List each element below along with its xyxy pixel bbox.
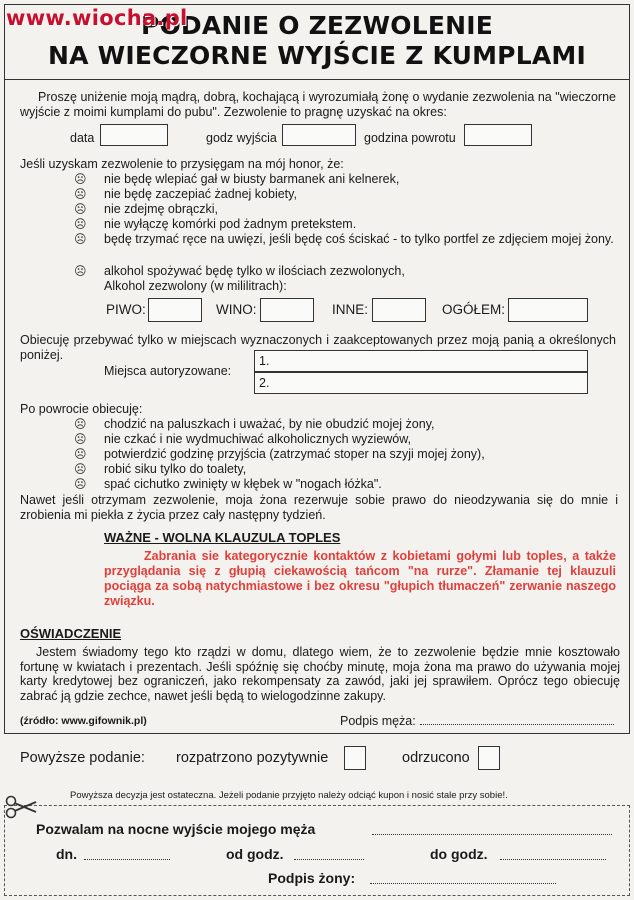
wife-rights-text: Nawet jeśli otrzymam zezwolenie, moja żona rezerwuje sobie prawo do nieodzywania się do mnie i zrobienia mi piekła z życia przez cały następny tydzień. <box>20 493 618 522</box>
decision-positive-label: rozpatrzono pozytywnie <box>176 750 329 766</box>
scissors-icon <box>4 795 38 824</box>
coupon-to-line[interactable] <box>500 859 606 860</box>
positive-checkbox[interactable] <box>344 746 366 770</box>
coupon-husband-line[interactable] <box>372 834 612 835</box>
coupon-permission-text: Pozwalam na nocne wyjście mojego męża <box>36 821 316 837</box>
promise-item: nie zdejmę obrączki, <box>104 202 218 216</box>
promise-item: nie będę wlepiać gał w biusty barmanek ani kelnerek, <box>104 172 400 186</box>
place-number: 1. <box>259 354 270 368</box>
coupon-wife-signature-label: Podpis żony: <box>268 870 356 886</box>
frown-face-icon: ☹ <box>74 477 87 491</box>
frown-face-icon: ☹ <box>74 187 87 201</box>
declaration-heading: OŚWIADCZENIE <box>20 626 122 641</box>
frown-face-icon: ☹ <box>74 417 87 431</box>
coupon-date-line[interactable] <box>84 859 170 860</box>
promise-item: alkohol spożywać będę tylko w ilościach zezwolonych, <box>104 264 405 278</box>
piwo-label: PIWO: <box>106 302 146 317</box>
return-time-field[interactable] <box>464 124 532 146</box>
return-intro: Po powrocie obiecuję: <box>20 402 143 416</box>
page-title-line1: PODANIE O ZEZWOLENIE <box>140 11 494 40</box>
place-field-1[interactable] <box>254 350 588 372</box>
decision-label: Powyższe podanie: <box>20 750 145 766</box>
inne-field[interactable] <box>372 298 426 322</box>
promise-intro: Jeśli uzyskam zezwolenie to przysięgam na mój honor, że: <box>20 157 344 171</box>
intro-text: Proszę uniżenie moją mądrą, dobrą, kochającą i wyrozumiałą żonę o wydanie zezwolenia na "wieczorne wyjście z moimi kumplami do pubu". Zezwolenie to pragnę uzyskać na okres: <box>20 90 616 119</box>
ogolem-label: OGÓŁEM: <box>442 302 506 317</box>
coupon-date-label: dn. <box>56 846 77 862</box>
coupon-from-line[interactable] <box>294 859 364 860</box>
promise-item: będę trzymać ręce na uwięzi, jeśli będę coś ściskać - to tylko portfel ze zdjęciem mojej żony. <box>104 232 614 246</box>
promise-item: nie wyłączę komórki pod żadnym pretekstem. <box>104 217 357 231</box>
ogolem-field[interactable] <box>508 298 588 322</box>
important-text: Zabrania sie kategorycznie kontaktów z kobietami gołymi lub toples, a także przyglądania się z głupią ciekawością tańcom "na rurze". Złamanie tej klauzuli pociąga za sobą natychmiastowe i bez okresu "głupich tłumaczeń" zerwanie naszego związku. <box>104 549 616 608</box>
wino-field[interactable] <box>260 298 314 322</box>
return-time-label: godzina powrotu <box>364 131 456 145</box>
important-heading: WAŻNE - WOLNA KLAUZULA TOPLES <box>104 530 341 545</box>
time-out-field[interactable] <box>282 124 356 146</box>
return-promise-item: chodzić na paluszkach i uważać, by nie obudzić mojej żony, <box>104 417 435 431</box>
date-label: data <box>70 131 95 145</box>
place-field-2[interactable] <box>254 372 588 394</box>
return-promise-item: nie czkać i nie wydmuchiwać alkoholicznych wyziewów, <box>104 432 412 446</box>
place-number: 2. <box>259 376 270 390</box>
page-title-line2: NA WIECZORNE WYJŚCIE Z KUMPLAMI <box>48 41 586 70</box>
date-field[interactable] <box>100 124 168 146</box>
frown-face-icon: ☹ <box>74 462 87 476</box>
wino-label: WINO: <box>216 302 257 317</box>
inne-label: INNE: <box>332 302 369 317</box>
frown-face-icon: ☹ <box>74 232 87 246</box>
alcohol-label: Alkohol zezwolony (w mililitrach): <box>104 279 287 293</box>
coupon-from-label: od godz. <box>226 846 284 862</box>
decision-rejected-label: odrzucono <box>402 750 470 766</box>
places-intro: Obiecuję przebywać tylko w miejscach wyznaczonych i zaakceptowanych przez moją panią a określonych poniżej. <box>20 333 616 362</box>
frown-face-icon: ☹ <box>74 202 87 216</box>
declaration-text: Jestem świadomy tego kto rządzi w domu, dlatego wiem, że to zezwolenie będzie mnie kosztowało fortunę w kwiatach i prezentach. Jeśli spóźnię się choćby minutę, moja żona ma prawo do używania mojej karty kredytowej bez ograniczeń, jako rekompensaty za zawód, jaki jej sprawiłem. Oprócz tego obiecuję zabrać ją gdzie zechce, nawet jeśli będą to wielogodzinne zakupy. <box>20 645 620 703</box>
return-promise-item: potwierdzić godzinę przyjścia (zatrzymać stoper na szyji mojej żony), <box>104 447 485 461</box>
return-promise-item: robić siku tylko do toalety, <box>104 462 247 476</box>
rejected-checkbox[interactable] <box>478 746 500 770</box>
final-note: Powyższa decyzja jest ostateczna. Jeżeli podanie przyjęto należy odciąć kupon i nosić stale przy sobie!. <box>70 790 508 801</box>
promise-item: nie będę zaczepiać żadnej kobiety, <box>104 187 297 201</box>
husband-signature-line[interactable] <box>420 724 614 725</box>
coupon-wife-signature-line[interactable] <box>370 883 556 884</box>
husband-signature-label: Podpis męża: <box>340 714 416 728</box>
source-note: (źródło: www.gifownik.pl) <box>20 715 147 727</box>
frown-face-icon: ☹ <box>74 172 87 186</box>
frown-face-icon: ☹ <box>74 264 87 278</box>
time-out-label: godz wyjścia <box>206 131 277 145</box>
piwo-field[interactable] <box>148 298 202 322</box>
frown-face-icon: ☹ <box>74 217 87 231</box>
watermark-logo: www.wiocha.pl <box>6 6 188 30</box>
frown-face-icon: ☹ <box>74 447 87 461</box>
return-promise-item: spać cichutko zwinięty w kłębek w "nogach łóżka". <box>104 477 382 491</box>
coupon-to-label: do godz. <box>430 846 488 862</box>
frown-face-icon: ☹ <box>74 432 87 446</box>
places-label: Miejsca autoryzowane: <box>104 364 232 378</box>
